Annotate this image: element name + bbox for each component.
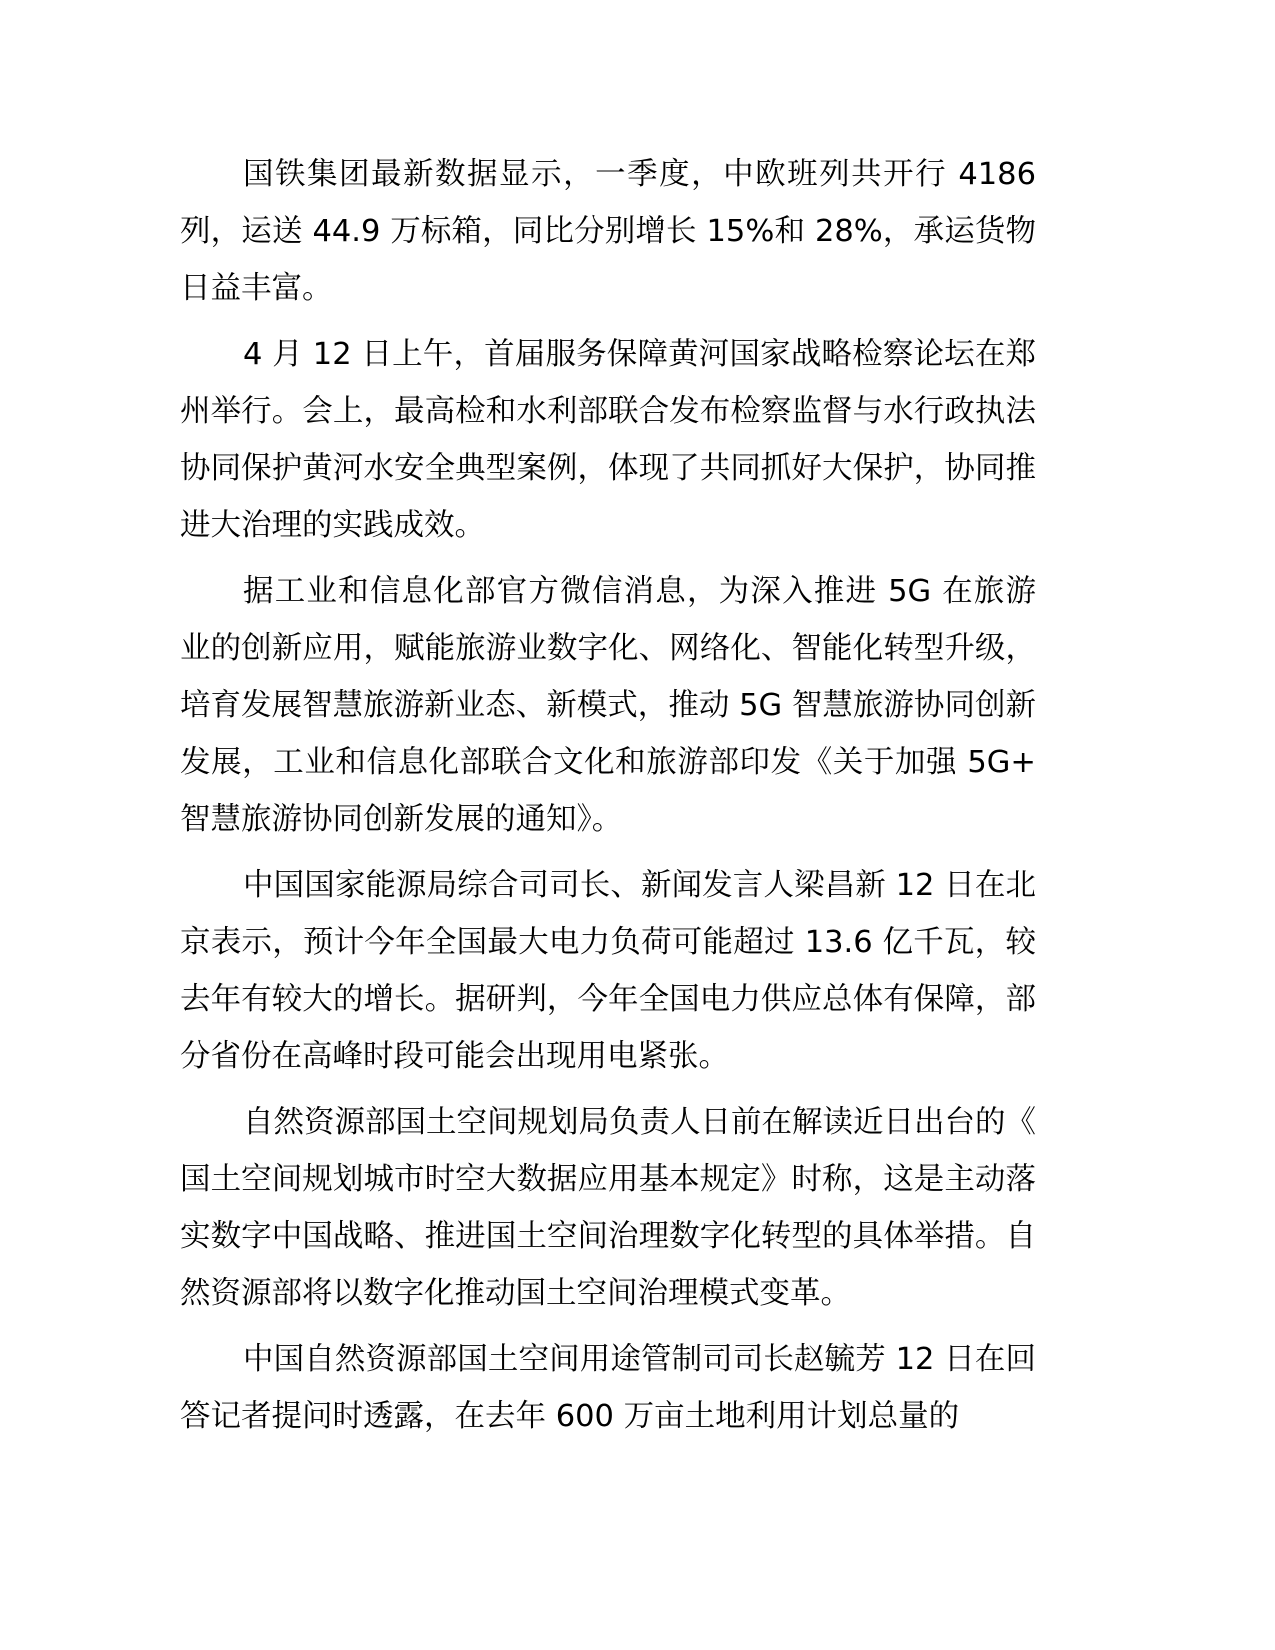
paragraph-rail-freight: 国铁集团最新数据显示，一季度，中欧班列共开行 4186 列，运送 44.9 万标箱，同比分别增长 15%和 28%，承运货物日益丰富。 — [180, 157, 1036, 306]
paragraph-yellow-river-forum: 4 月 12 日上午，首届服务保障黄河国家战略检察论坛在郑州举行。会上，最高检和水利部联合发布检察监督与水行政执法协同保护黄河水安全典型案例，体现了共同抓好大保护，协同推进大治理的实践成效。 — [180, 337, 1036, 543]
paragraph-5g-tourism: 据工业和信息化部官方微信消息，为深入推进 5G 在旅游业的创新应用，赋能旅游业数字化、网络化、智能化转型升级，培育发展智慧旅游新业态、新模式，推动 5G 智慧旅游协同创新发展，工业和信息化部联合文化和旅游部印发《关于加强 5G+智慧旅游协同创新发展的通知》。 — [180, 574, 1036, 837]
paragraph-spatial-planning: 自然资源部国土空间规划局负责人日前在解读近日出台的《国土空间规划城市时空大数据应用基本规定》时称，这是主动落实数字中国战略、推进国土空间治理数字化转型的具体举措。自然资源部将以数字化推动国土空间治理模式变革。 — [180, 1105, 1036, 1311]
paragraph-power-load: 中国国家能源局综合司司长、新闻发言人梁昌新 12 日在北京表示，预计今年全国最大电力负荷可能超过 13.6 亿千瓦，较去年有较大的增长。据研判，今年全国电力供应总体有保障，部分省份在高峰时段可能会出现用电紧张。 — [180, 868, 1036, 1074]
document-page — [180, 146, 1036, 1454]
paragraph-land-use: 中国自然资源部国土空间用途管制司司长赵毓芳 12 日在回答记者提问时透露，在去年 600 万亩土地利用计划总量的 — [180, 1342, 1036, 1434]
